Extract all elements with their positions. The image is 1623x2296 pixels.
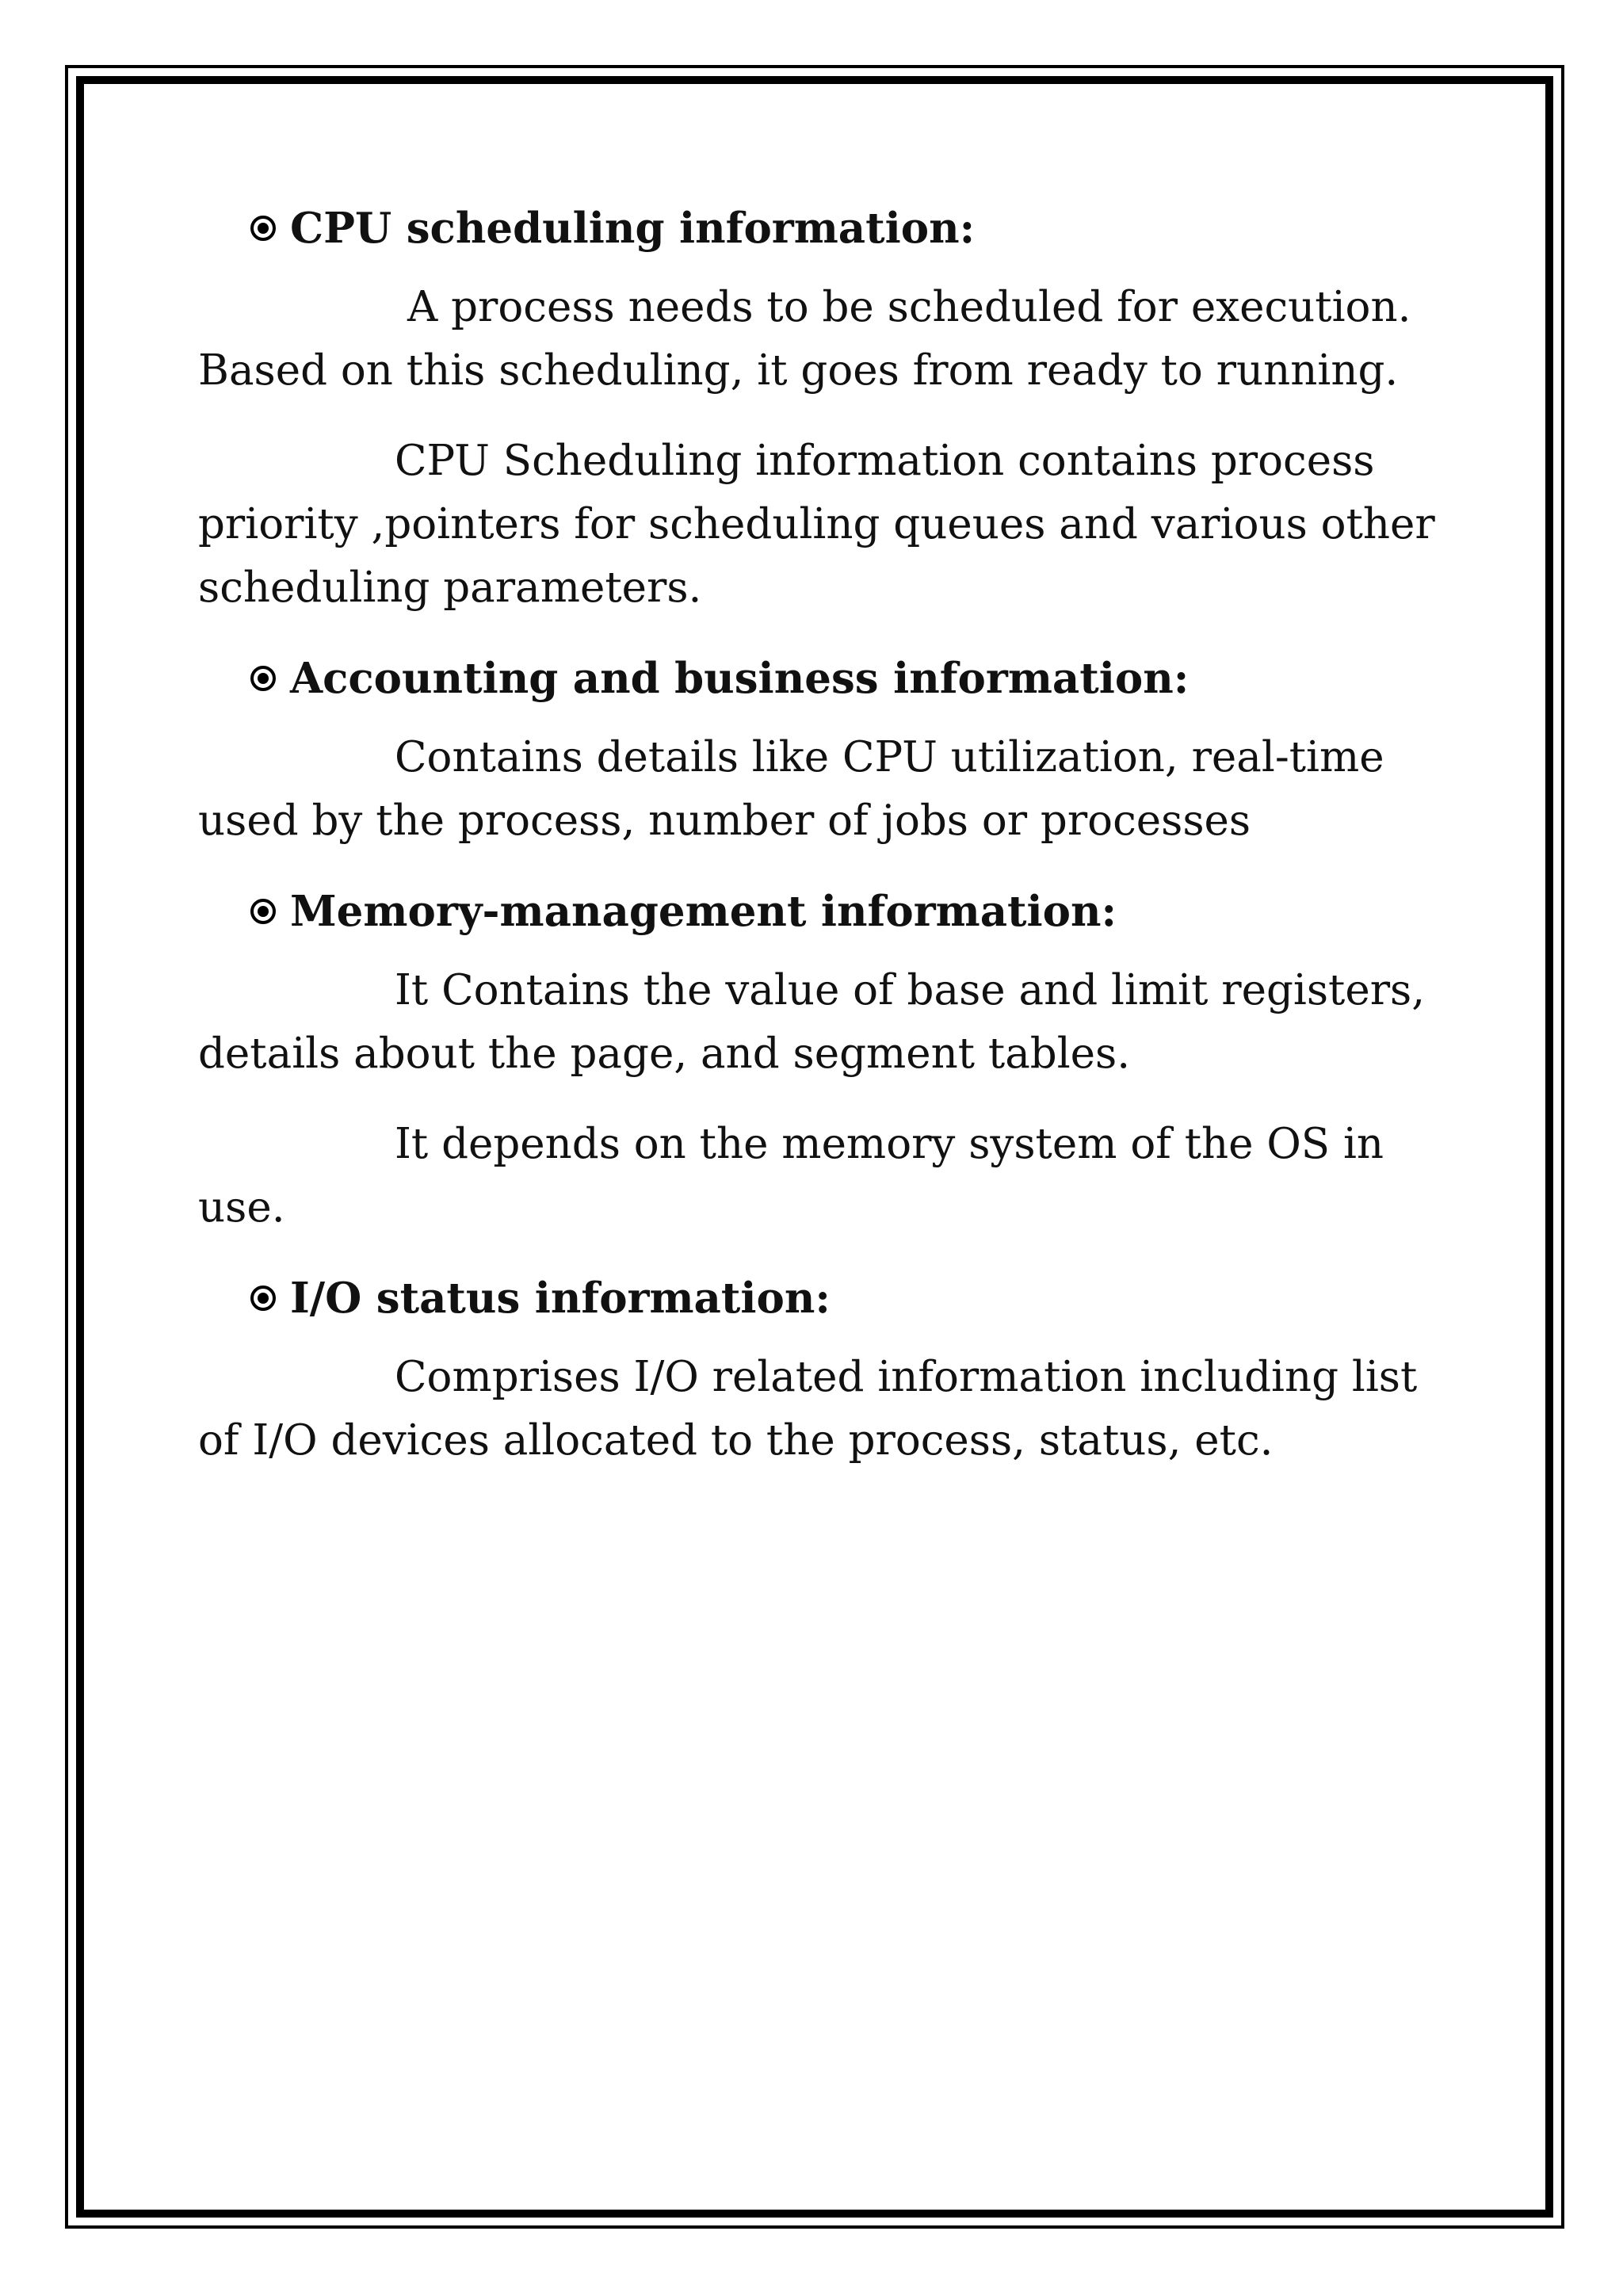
- heading-text: Memory-management information:: [290, 887, 1117, 936]
- section-heading-accounting: [250, 647, 1450, 710]
- paragraph: It Contains the value of base and limit registers, details about the page, and segment tables.: [198, 966, 1426, 1078]
- radio-bullet-icon: [250, 216, 276, 241]
- section-heading-memory-management: [250, 880, 1450, 943]
- heading-text: Accounting and business information:: [290, 654, 1190, 703]
- document-content: [198, 197, 1450, 1499]
- section-heading-io-status: [250, 1266, 1450, 1330]
- paragraph: It depends on the memory system of the OS in use.: [198, 1120, 1384, 1232]
- section-heading-cpu-scheduling: [250, 197, 1450, 260]
- radio-bullet-icon: [250, 666, 276, 691]
- paragraph: A process needs to be scheduled for execution. Based on this scheduling, it goes from ready to running.: [198, 283, 1411, 395]
- paragraph: Comprises I/O related information including list of I/O devices allocated to the process, status, etc.: [198, 1353, 1418, 1465]
- paragraph: CPU Scheduling information contains process priority ,pointers for scheduling queues and various other scheduling parameters.: [198, 437, 1435, 612]
- heading-text: I/O status information:: [290, 1274, 831, 1323]
- radio-bullet-icon: [250, 1286, 276, 1311]
- heading-text: CPU scheduling information:: [290, 204, 976, 253]
- radio-bullet-icon: [250, 899, 276, 924]
- paragraph: Contains details like CPU utilization, real-time used by the process, number of jobs or processes: [198, 733, 1384, 845]
